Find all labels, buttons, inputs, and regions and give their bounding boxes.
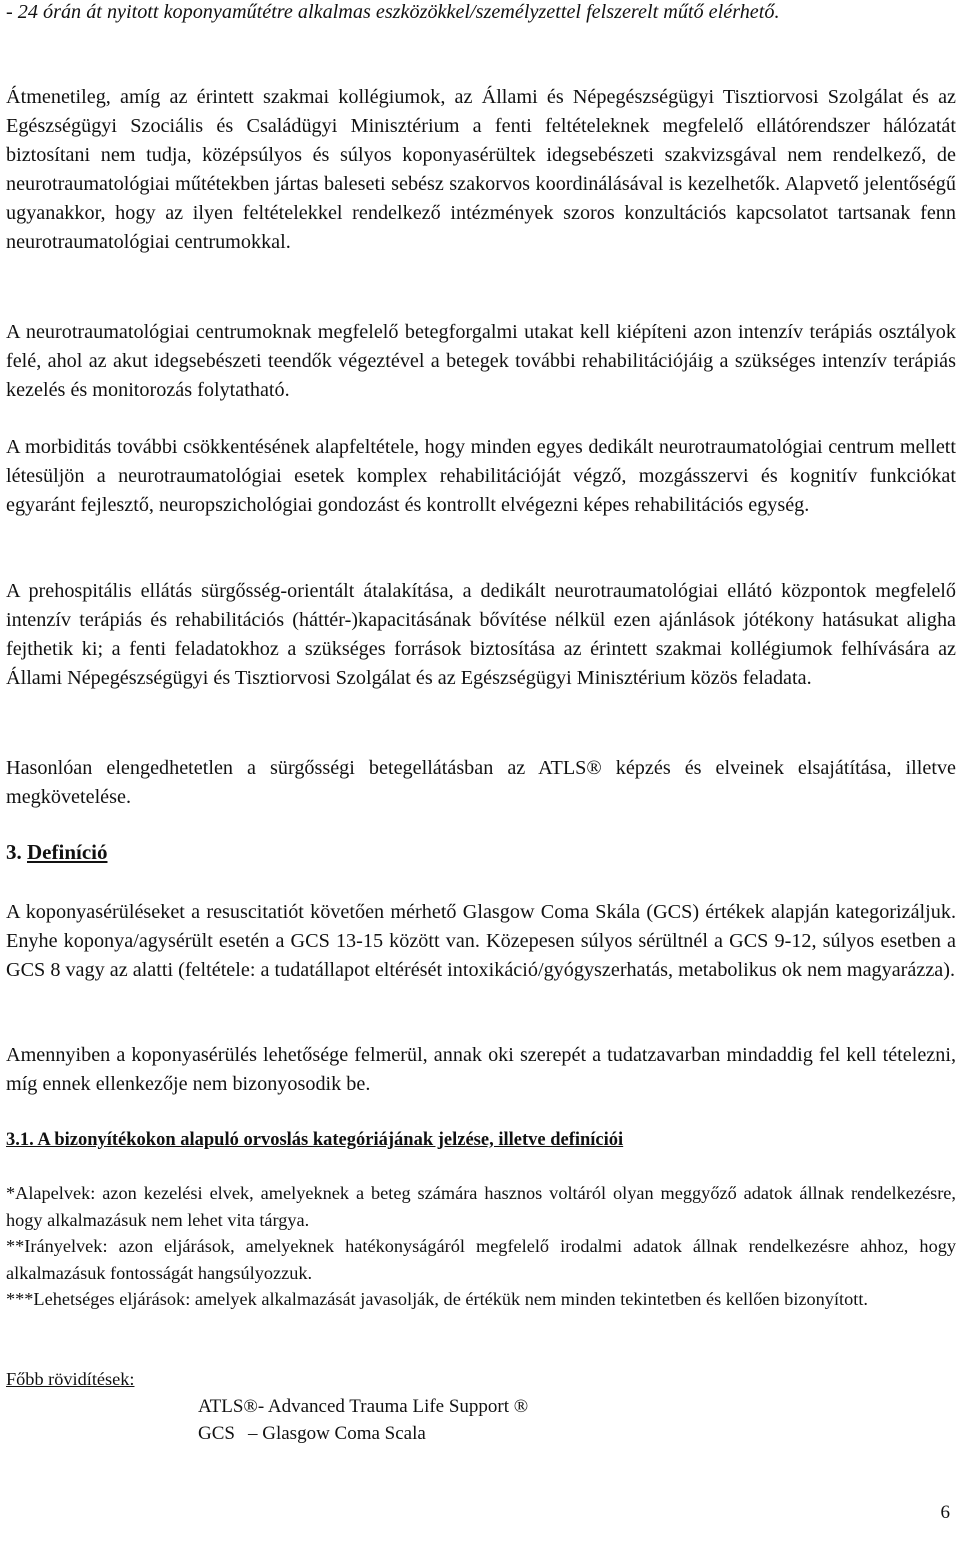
paragraph-transitional xyxy=(6,83,956,257)
evidence-categories xyxy=(6,1180,956,1313)
paragraph-centres xyxy=(6,318,956,405)
paragraph-prehospital xyxy=(6,577,956,693)
section-3-title: Definíció xyxy=(27,840,108,864)
abbreviations-list xyxy=(198,1393,528,1447)
paragraph-text: A prehospitális ellátás sürgősség-orientált átalakítása, a dedikált neurotraumatológiai ellátó központok megfelelő intenzív terápiás és rehabilitációs (háttér-)kapacitásának bővítése nélkül ezen ajánlások jótékony hatásukat aligha fejthetik ki; a fenti feladatokhoz a szükséges források biztosítása az érintett szakmai kollégiumok felhívására az Állami Népegészségügyi és Tisztiorvosi Szolgálat és az Egészségügyi Minisztérium közös feladata. xyxy=(6,580,956,689)
paragraph-gcs xyxy=(6,898,956,985)
abbreviation-definition: – Glasgow Coma Scala xyxy=(248,1423,426,1444)
paragraph-atls xyxy=(6,754,956,812)
intro-bullet: - 24 órán át nyitott koponyaműtétre alkalmas eszközökkel/személyzettel felszerelt műtő elérhető. xyxy=(6,1,780,23)
abbreviation-row xyxy=(198,1420,528,1447)
category-options: ***Lehetséges eljárások: amelyek alkalmazását javasolják, de értékük nem minden tekintetben és kellően bizonyított. xyxy=(6,1289,868,1309)
abbreviation-row xyxy=(198,1393,528,1420)
paragraph-text: A koponyasérüléseket a resuscitatiót követően mérhető Glasgow Coma Skála (GCS) értékek alapján kategorizáljuk. Enyhe koponya/agysérült esetén a GCS 13-15 között van. Közepesen súlyos sérültnél a GCS 9-12, súlyos esetben a GCS 8 vagy az alatti (feltétele: a tudatállapot eltérését intoxikáció/gyógyszerhatás, metabolikus ok nem magyarázza). xyxy=(6,901,956,981)
paragraph-text: Hasonlóan elengedhetetlen a sürgősségi betegellátásban az ATLS® képzés és elveinek elsajátítása, illetve megkövetelése. xyxy=(6,757,956,808)
abbreviation-term: ATLS® xyxy=(198,1396,258,1417)
abbreviation-definition: - Advanced Trauma Life Support ® xyxy=(257,1396,529,1417)
paragraph-text: A morbiditás további csökkentésének alapfeltétele, hogy minden egyes dedikált neurotraumatológiai centrum mellett létesüljön a neurotraumatológiai esetek komplex rehabilitációját végző, mozgásszervi és kognitív funkciókat egyaránt fejlesztő, neuropszichológiai gondozást és kontrollt elvégezni képes rehabilitációs egység. xyxy=(6,436,956,516)
section-3-heading xyxy=(6,840,107,865)
abbreviation-term: GCS xyxy=(198,1423,235,1444)
category-guidelines: **Irányelvek: azon eljárások, amelyeknek hatékonyságáról megfelelő irodalmi adatok állnak rendelkezésre ahhoz, hogy alkalmazásuk fontosságát hangsúlyozzuk. xyxy=(6,1236,956,1283)
paragraph-morbidity xyxy=(6,433,956,520)
paragraph-text: Amennyiben a koponyasérülés lehetősége felmerül, annak oki szerepét a tudatzavarban mindaddig fel kell tételezni, míg ennek ellenkezője nem bizonyosodik be. xyxy=(6,1044,956,1095)
paragraph-suspicion xyxy=(6,1041,956,1099)
section-3-1-heading: 3.1. A bizonyítékokon alapuló orvoslás kategóriájának jelzése, illetve definíciói xyxy=(6,1130,624,1150)
page-number: 6 xyxy=(940,1502,950,1523)
abbreviations-title: Főbb rövidítések: xyxy=(6,1369,135,1389)
section-3-number: 3. xyxy=(6,840,22,864)
paragraph-text: A neurotraumatológiai centrumoknak megfelelő betegforgalmi utakat kell kiépíteni azon intenzív terápiás osztályok felé, ahol az akut idegsebészeti teendők végeztével a betegek további rehabilitációjáig a szükséges intenzív terápiás kezelés és monitorozás folytatható. xyxy=(6,321,956,401)
paragraph-text: Átmenetileg, amíg az érintett szakmai kollégiumok, az Állami és Népegészségügyi Tisztiorvosi Szolgálat és az Egészségügyi Szociális és Családügyi Minisztérium a fenti feltételeknek megfelelő ellátórendszer hálózatát biztosítani nem tudja, középsúlyos és súlyos koponyasérültek idegsebészeti szakvizsgával nem rendelkező, de neurotraumatológiai műtétekben jártas baleseti sebész szakorvos koordinálásával is kezelhetők. Alapvető jelentőségű ugyanakkor, hogy az ilyen feltételekkel rendelkező intézmények szoros konzultációs kapcsolatot tartsanak fenn neurotraumatológiai centrumokkal. xyxy=(6,86,956,253)
category-principles: *Alapelvek: azon kezelési elvek, amelyeknek a beteg számára hasznos voltáról olyan meggyőző adatok állnak rendelkezésre, hogy alkalmazásuk nem lehet vita tárgya. xyxy=(6,1183,956,1230)
